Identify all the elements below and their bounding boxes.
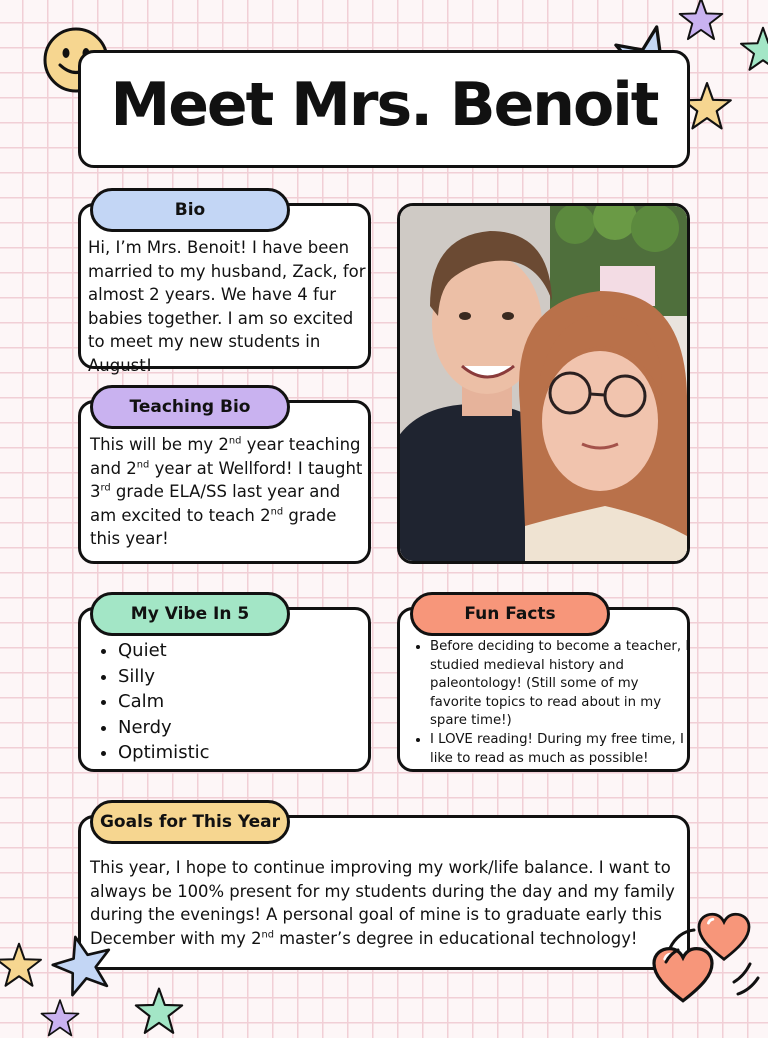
list-item: • Optimistic [118, 740, 210, 766]
teaching-line-1: This will be my 2nd year teaching [90, 435, 361, 454]
teaching-line-5: this year! [90, 529, 169, 548]
list-item: • Quiet [118, 638, 210, 664]
star-icon [50, 930, 116, 998]
title-card [78, 50, 690, 168]
vibe-list [100, 638, 210, 766]
page-title: Meet Mrs. Benoit [110, 70, 658, 140]
bio-text: Hi, I’m Mrs. Benoit! I have been married to my husband, Zack, for almost 2 years. We have 4 fur babies together. I am so excited to meet my new students in August! [88, 238, 366, 375]
star-icon [132, 986, 186, 1036]
teaching-bio-text [90, 433, 370, 551]
star-icon [38, 998, 82, 1038]
teaching-bio-heading: Teaching Bio [90, 385, 290, 429]
bio-heading: Bio [90, 188, 290, 232]
star-icon [738, 20, 768, 78]
list-item: • Calm [118, 689, 210, 715]
couple-photo [397, 203, 690, 564]
teaching-line-4: am excited to teach 2nd grade [90, 505, 337, 525]
photo-illustration [400, 206, 687, 561]
fun-facts-list [416, 638, 692, 768]
goals-heading: Goals for This Year [90, 800, 290, 844]
teaching-line-2: and 2nd year at Wellford! I taught [90, 458, 363, 478]
teaching-line-3: 3rd grade ELA/SS last year and [90, 482, 341, 501]
goals-text: This year, I hope to continue improving my work/life balance. I want to always be 100% present for my students during the day and my family during the evenings! A personal goal of mine is to graduate early this December with my 2nd master’s degree in educational technology! [90, 858, 675, 948]
star-icon [0, 940, 44, 990]
list-item: • I LOVE reading! During my free time, I like to read as much as possible! [430, 731, 692, 768]
list-item: • Silly [118, 664, 210, 690]
list-item: • Before deciding to become a teacher, I studied medieval history and paleontology! (Still some of my favorite topics to read about in my spare time!) [430, 638, 692, 731]
list-item: • Nerdy [118, 715, 210, 741]
vibe-heading: My Vibe In 5 [90, 592, 290, 636]
fun-facts-heading: Fun Facts [410, 592, 610, 636]
motion-lines-icon [664, 920, 764, 1000]
